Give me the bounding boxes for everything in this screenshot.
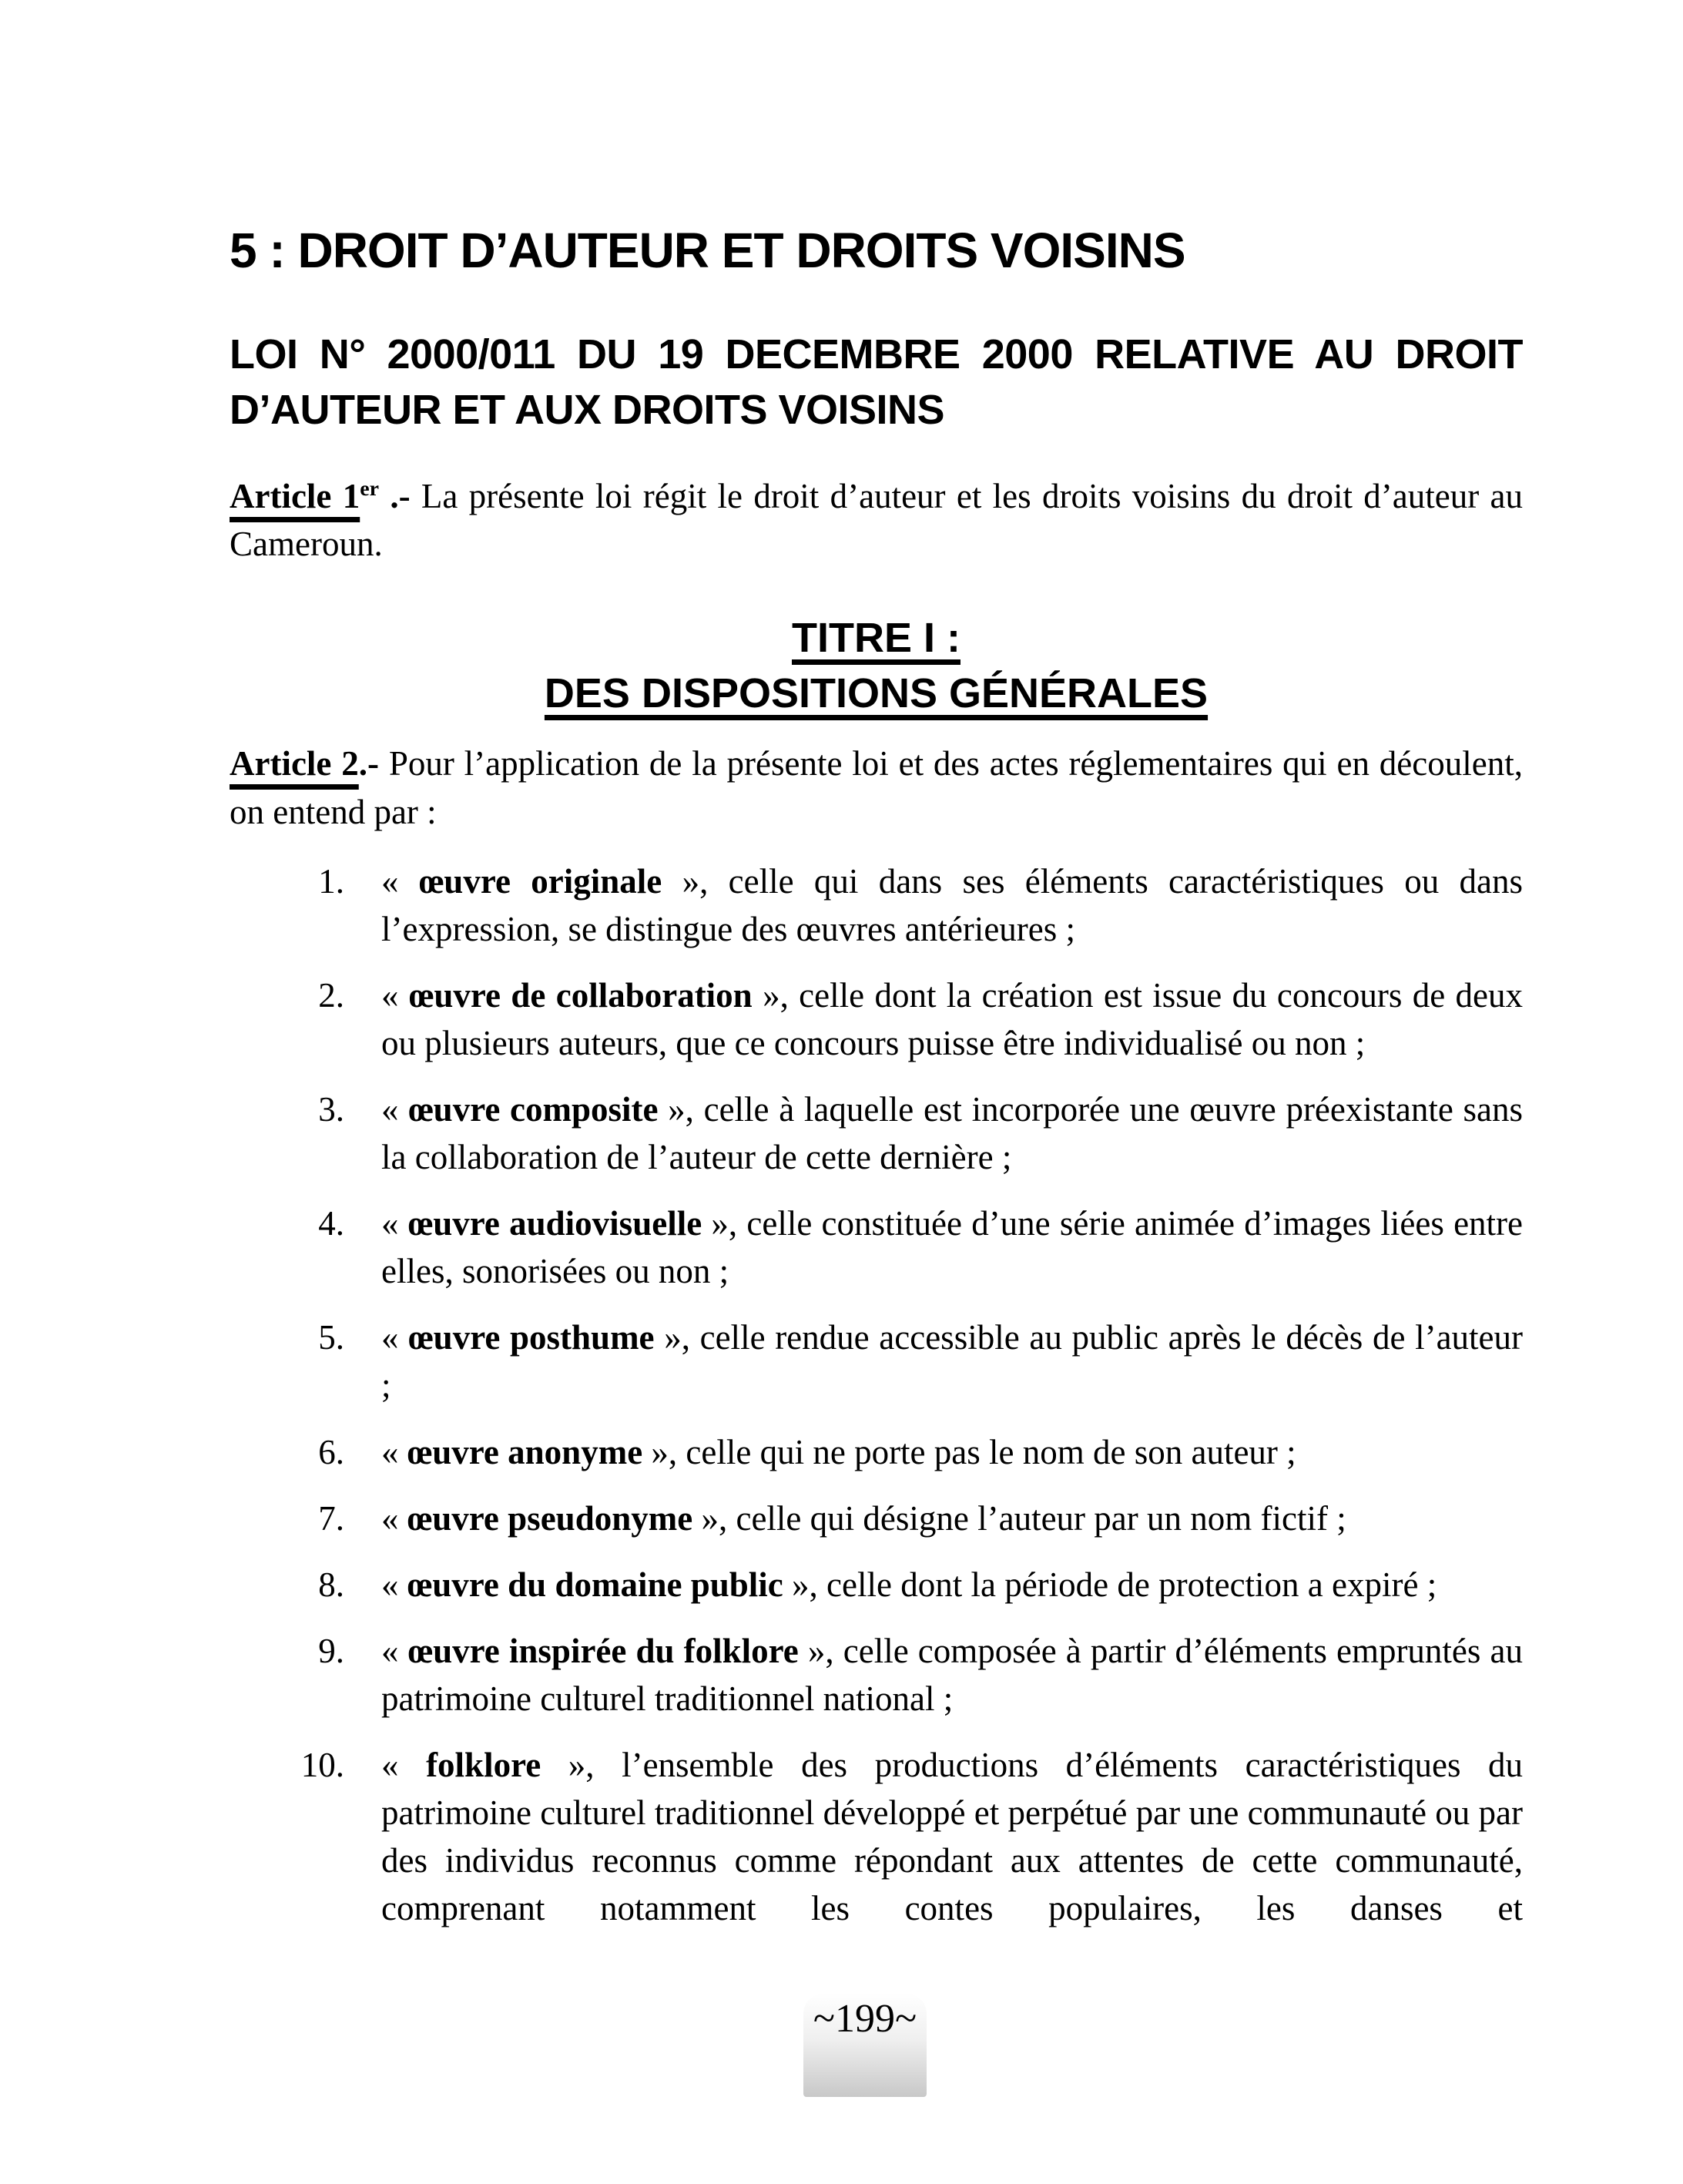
- open-guillemet: «: [381, 1204, 408, 1243]
- definition-term: œuvre posthume: [408, 1318, 655, 1357]
- definition-body: , celle qui désigne l’auteur par un nom fictif ;: [718, 1498, 1346, 1538]
- footer-gradient-box: [803, 1994, 927, 2097]
- definition-text: [381, 1428, 1523, 1476]
- definition-item: [230, 1561, 1523, 1609]
- definition-term: œuvre pseudonyme: [407, 1498, 693, 1538]
- close-guillemet: »: [798, 1631, 826, 1670]
- title-1-line: TITRE I :: [792, 614, 961, 661]
- definition-item: [230, 1199, 1523, 1295]
- page-number: ~199~: [813, 1997, 917, 2041]
- definition-text: [381, 1199, 1523, 1295]
- definition-number: 6.: [318, 1432, 344, 1471]
- definition-body: , celle rendue accessible au public après le décès de l’auteur ;: [381, 1318, 1524, 1405]
- definition-number: 5.: [318, 1318, 344, 1357]
- definition-term: œuvre audiovisuelle: [407, 1204, 702, 1243]
- article-1-superscript: er: [360, 476, 379, 501]
- article-2-text: Pour l’application de la présente loi et des actes réglementaires qui en découlent, on entend par :: [230, 744, 1523, 831]
- law-subtitle: LOI N° 2000/011 DU 19 DECEMBRE 2000 RELATIVE AU DROIT D’AUTEUR ET AUX DROITS VOISINS: [230, 331, 1523, 433]
- close-guillemet: »: [642, 1432, 669, 1471]
- article-1-paragraph: [230, 472, 1523, 568]
- open-guillemet: «: [381, 861, 419, 901]
- definition-number: 9.: [318, 1631, 344, 1670]
- definition-text: [381, 1313, 1523, 1409]
- definition-number: 8.: [318, 1565, 344, 1604]
- definition-body: , celle qui dans ses éléments caractéristiques ou dans l’expression, se distingue des œuvres antérieures ;: [381, 861, 1523, 948]
- definition-term: œuvre de collaboration: [408, 975, 753, 1015]
- definition-item: [230, 1428, 1523, 1476]
- definition-term: œuvre inspirée du folklore: [407, 1631, 799, 1670]
- definition-text: [381, 971, 1523, 1067]
- open-guillemet: «: [381, 1090, 409, 1129]
- open-guillemet: «: [381, 1498, 407, 1538]
- definition-number: 2.: [318, 975, 344, 1015]
- open-guillemet: «: [381, 1432, 407, 1471]
- definition-item: [230, 1741, 1523, 1932]
- definition-text: [381, 857, 1523, 953]
- definition-number: 3.: [318, 1090, 344, 1129]
- definition-term: œuvre composite: [408, 1090, 659, 1129]
- definition-term: œuvre originale: [418, 861, 662, 901]
- definition-text: [381, 1085, 1523, 1181]
- article-2-paragraph: [230, 740, 1523, 835]
- definition-body: , celle dont la création est issue du concours de deux ou plusieurs auteurs, que ce concours puisse être individualisé ou non ;: [381, 975, 1524, 1062]
- open-guillemet: «: [381, 975, 409, 1015]
- definition-body: , celle dont la période de protection a expiré ;: [809, 1565, 1437, 1604]
- definition-number: 4.: [318, 1204, 344, 1243]
- close-guillemet: »: [702, 1204, 729, 1243]
- definition-text: [381, 1741, 1523, 1932]
- article-2-separator: .-: [358, 744, 389, 783]
- close-guillemet: »: [658, 1090, 686, 1129]
- title-1-subtitle-line: DES DISPOSITIONS GÉNÉRALES: [544, 669, 1209, 716]
- title-1-heading: [230, 611, 1523, 722]
- definition-list: [230, 857, 1523, 1933]
- close-guillemet: »: [783, 1565, 810, 1604]
- article-1-separator: .-: [379, 476, 421, 515]
- definition-item: [230, 1085, 1523, 1181]
- definition-item: [230, 1495, 1523, 1542]
- definition-body: , celle qui ne porte pas le nom de son auteur ;: [668, 1432, 1296, 1471]
- open-guillemet: «: [381, 1746, 427, 1785]
- definition-number: 7.: [318, 1498, 344, 1538]
- definition-text: [381, 1495, 1523, 1542]
- definition-text: [381, 1561, 1523, 1609]
- definition-item: [230, 1313, 1523, 1409]
- definition-body: , celle à laquelle est incorporée une œuvre préexistante sans la collaboration de l’auteur de cette dernière ;: [381, 1090, 1524, 1177]
- definition-item: [230, 971, 1523, 1067]
- definition-term: œuvre du domaine public: [407, 1565, 783, 1604]
- close-guillemet: »: [541, 1746, 586, 1785]
- close-guillemet: »: [662, 861, 700, 901]
- article-1-text: La présente loi régit le droit d’auteur et les droits voisins du droit d’auteur au Cameroun.: [230, 476, 1523, 563]
- definition-body: , l’ensemble des productions d’éléments caractéristiques du patrimoine culturel traditionnel développé et perpétué par une communauté ou par des individus reconnus comme répondant aux attentes de cette communauté, comprenant notamment les contes populaires, les danses et: [381, 1746, 1524, 1928]
- close-guillemet: »: [654, 1318, 682, 1357]
- open-guillemet: «: [381, 1318, 409, 1357]
- definition-body: , celle constituée d’une série animée d’images liées entre elles, sonorisées ou non ;: [381, 1204, 1524, 1291]
- open-guillemet: «: [381, 1631, 408, 1670]
- close-guillemet: »: [692, 1498, 719, 1538]
- article-1-label: Article 1: [230, 476, 360, 515]
- open-guillemet: «: [381, 1565, 407, 1604]
- definition-number: 10.: [300, 1746, 344, 1785]
- definition-term: folklore: [426, 1746, 541, 1785]
- definition-text: [381, 1627, 1523, 1723]
- definition-term: œuvre anonyme: [407, 1432, 643, 1471]
- definition-body: , celle composée à partir d’éléments empruntés au patrimoine culturel traditionnel national ;: [381, 1631, 1523, 1718]
- close-guillemet: »: [752, 975, 780, 1015]
- definition-number: 1.: [318, 861, 344, 901]
- article-2-label: Article 2: [230, 744, 359, 783]
- definition-item: [230, 1627, 1523, 1723]
- page-title: 5 : DROIT D’AUTEUR ET DROITS VOISINS: [230, 223, 1185, 278]
- definition-item: [230, 857, 1523, 953]
